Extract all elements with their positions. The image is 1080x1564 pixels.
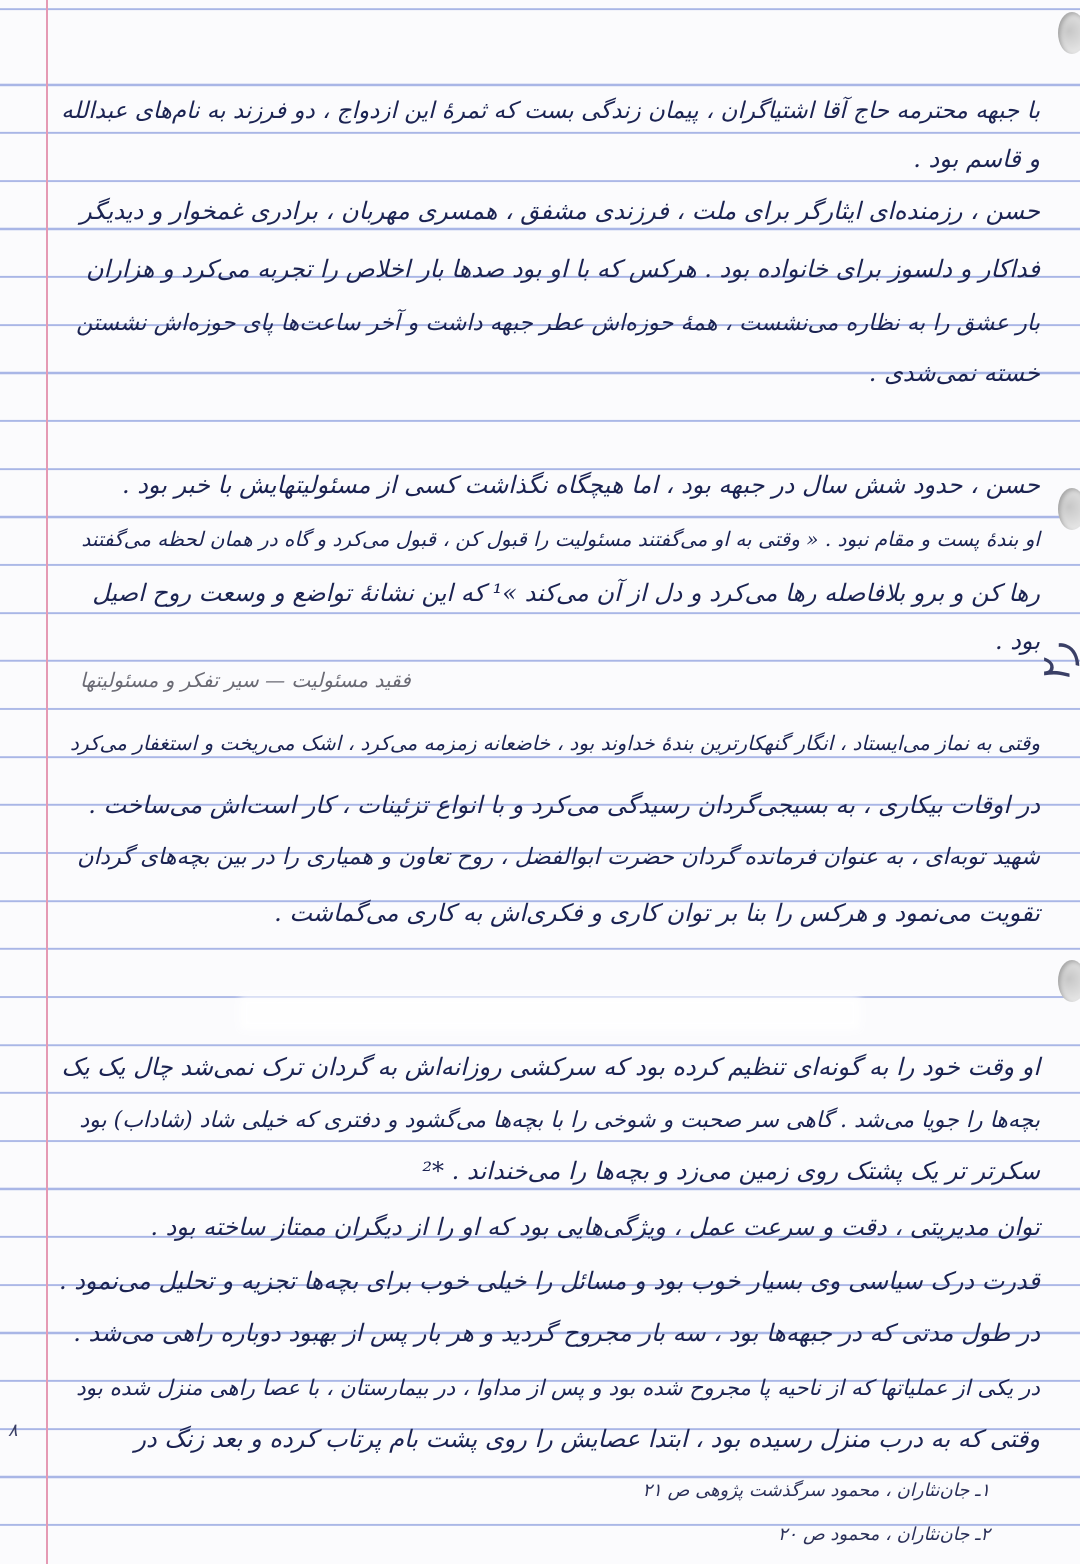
margin-number: ۸ [8, 1420, 18, 1441]
handwritten-line: و قاسم بود . [913, 145, 1040, 173]
handwritten-line: بود . [994, 627, 1040, 655]
handwritten-line: در اوقات بیکاری ، به بسیجی‌گردان رسیدگی می‌کرد و با انواع تزئینات ، کار است‌اش می‌ساخت . [88, 791, 1040, 819]
handwritten-line: در یکی از عملیاتها که از ناحیه پا مجروح شده بود و پس از مداوا ، در بیمارستان ، با عصا راهی منزل شده بود [76, 1376, 1040, 1401]
footnote: ۲ـ جان‌نثاران ، محمود ص ۲۰ [777, 1524, 990, 1545]
handwritten-line: حسن ، رزمنده‌ای ایثارگر برای ملت ، فرزندی مشفق ، همسری مهربان ، برادری غمخوار و دیدیگر [80, 197, 1040, 225]
binder-hole [1058, 12, 1080, 54]
handwritten-line: خسته نمی‌شدی . [868, 359, 1040, 387]
handwritten-line: حسن ، حدود شش سال در جبهه بود ، اما هیچگاه نگذاشت کسی از مسئولیتهایش با خبر بود . [121, 471, 1040, 499]
handwritten-line: تقویت می‌نمود و هرکس را بنا بر توان کاری و فکری‌اش به کاری می‌گماشت . [274, 899, 1040, 927]
handwritten-line: با جبهه محترمه حاج آقا اشتیاگران ، پیمان زندگی بست که ثمرهٔ این ازدواج ، دو فرزند به نام‌های عبدالله [61, 98, 1040, 124]
handwritten-line: قدرت درک سیاسی وی بسیار خوب بود و مسائل را خیلی خوب برای بچه‌ها تجزیه و تحلیل می‌نمود . [58, 1267, 1040, 1295]
handwritten-line: شهید توبه‌ای ، به عنوان فرمانده گردان حضرت ابوالفضل ، روح تعاون و همیاری را در بین بچه‌های گردان [77, 844, 1040, 870]
handwritten-line: فداکار و دلسوز برای خانواده بود . هرکس که با او بود صدها بار اخلاص را تجربه می‌کرد و هزاران [86, 255, 1040, 283]
handwritten-line: در طول مدتی که در جبهه‌ها بود ، سه بار مجروح گردید و هر بار پس از بهبود دوباره راهی می‌شد . [73, 1319, 1040, 1347]
handwritten-line: بچه‌ها را جویا می‌شد . گاهی سر صحبت و شوخی را با بچه‌ها می‌گشود و دفتری که خیلی شاد (شاداب) بود [79, 1108, 1040, 1133]
binder-hole [1058, 488, 1080, 530]
erased-area [240, 996, 860, 1030]
binder-hole [1058, 960, 1080, 1002]
handwritten-line: رها کن و برو بلافاصله رها می‌کرد و دل از آن می‌کند »¹ که این نشانهٔ تواضع و وسعت روح اصیل [92, 579, 1040, 607]
side-mark: ر۲ [1033, 642, 1080, 684]
handwritten-line: سکرتر تر یک پشتک روی زمین می‌زد و بچه‌ها را می‌خنداند . *² [422, 1157, 1040, 1185]
footnote: ۱ـ جان‌نثاران ، محمود سرگذشت پژوهی ص ۲۱ [642, 1480, 990, 1501]
handwritten-line: او بندهٔ پست و مقام نبود . « وقتی به او می‌گفتند مسئولیت را قبول کن ، قبول می‌کرد و گاه در همان لحظه می‌گفتند [81, 527, 1040, 551]
handwritten-line: وقتی به نماز می‌ایستاد ، انگار گنهکارترین بندهٔ خداوند بود ، خاضعانه زمزمه می‌کرد ، اشک می‌ریخت و استغفار می‌کرد [70, 731, 1040, 755]
handwritten-line: او وقت خود را به گونه‌ای تنظیم کرده بود که سرکشی روزانه‌اش به گردان ترک نمی‌شد چال یک یک [61, 1053, 1040, 1081]
handwritten-line: وقتی که به درب منزل رسیده بود ، ابتدا عصایش را روی پشت بام پرتاب کرده و بعد زنگ در [134, 1425, 1040, 1453]
handwritten-line: بار عشق را به نظاره می‌نشست ، همهٔ حوزه‌اش عطر جبهه داشت و آخر ساعت‌ها پای حوزه‌اش نشستن [76, 310, 1040, 336]
handwritten-line: توان مدیریتی ، دقت و سرعت عمل ، ویژگی‌هایی بود که او را از دیگران ممتاز ساخته بود . [150, 1213, 1040, 1241]
margin-line [46, 0, 48, 1564]
margin-note: فقید مسئولیت — سیر تفکر و مسئولیتها [80, 668, 411, 692]
